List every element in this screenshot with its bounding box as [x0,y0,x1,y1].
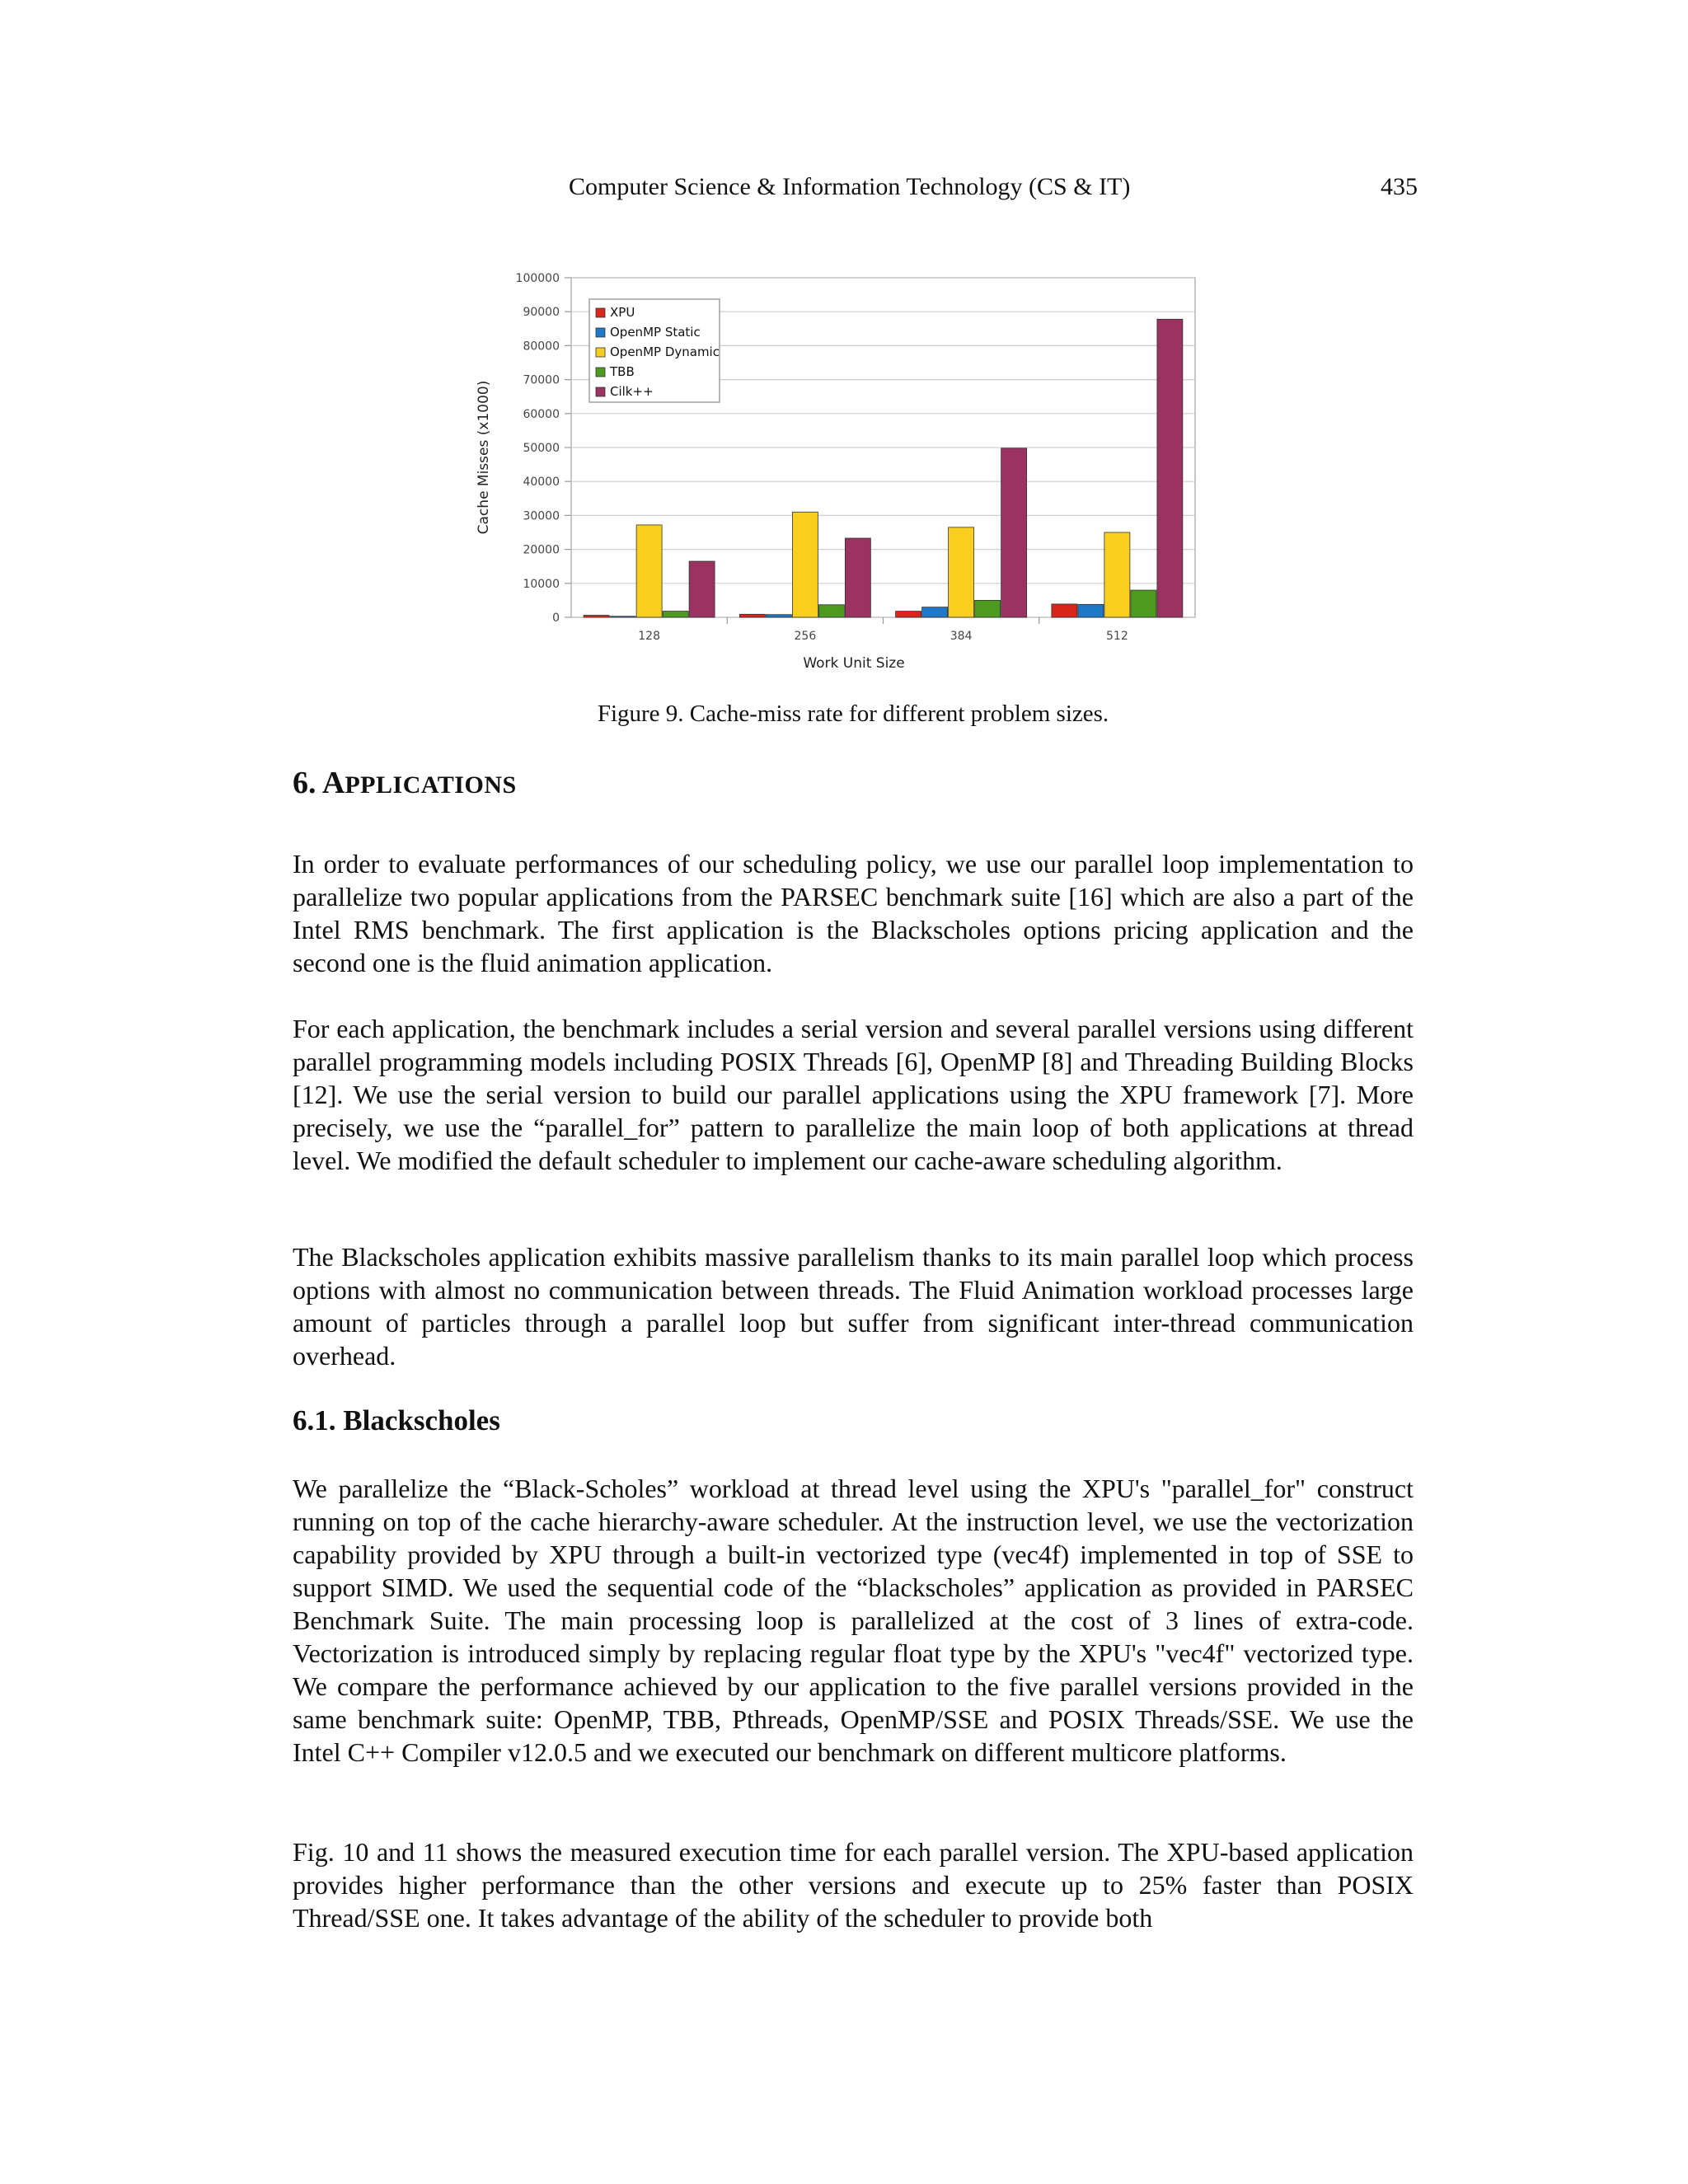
section-heading [293,765,517,801]
section-number: 6. [293,766,322,800]
page-header [569,173,1418,209]
paragraph: The Blackscholes application exhibits massive parallelism thanks to its main parallel loop which process options with almost no communication between threads. The Fluid Animation workload processes large amount of particles through a parallel loop but suffer from significant inter-thread communication overhead. [293,1242,1414,1371]
paragraph: For each application, the benchmark includes a serial version and several parallel versions using different parallel programming models including POSIX Threads [6], OpenMP [8] and Threading Building Blocks [12]. We use the serial version to build our parallel applications using the XPU framework [7]. More precisely, we use the “parallel_for” pattern to parallelize the main loop of both applications at thread level. We modified the default scheduler to implement our cache-aware scheduling algorithm. [293,1014,1414,1175]
cache-miss-chart [462,264,1203,676]
figure-caption: Figure 9. Cache-miss rate for different problem sizes. [597,701,1109,727]
bar-openmp-dynamic-384 [949,527,974,617]
bar-tbb-256 [818,605,844,617]
legend-swatch [596,328,605,337]
y-tick-label: 70000 [523,373,560,387]
x-tick-label: 128 [638,630,660,643]
paragraph: We parallelize the “Black-Scholes” workload at thread level using the XPU's "parallel_for" construct running on top of the cache hierarchy-aware scheduler. At the instruction level, we use the vectorization capability provided by XPU through a built-in vectorized type (vec4f) implemented in top of SSE to support SIMD. We used the sequential code of the “blackscholes” application as provided in PARSEC Benchmark Suite. The main processing loop is parallelized at the cost of 3 lines of extra-code. Vectorization is introduced simply by replacing regular float type by the XPU's "vec4f" vectorized type. We compare the performance achieved by our application to the five parallel versions provided in the same benchmark suite: OpenMP, TBB, Pthreads, OpenMP/SSE and POSIX Threads/SSE. We use the Intel C++ Compiler v12.0.5 and we executed our benchmark on different multicore platforms. [293,1474,1414,1767]
y-axis-label: Cache Misses (x1000) [476,380,492,535]
y-tick-label: 10000 [523,577,560,591]
bar-openmp-dynamic-512 [1104,532,1130,617]
bar-cilk--128 [689,561,715,617]
y-axis-ticks [516,272,571,625]
y-tick-label: 50000 [523,442,560,455]
bar-openmp-dynamic-128 [636,525,662,617]
y-tick-label: 60000 [523,407,560,421]
bar-tbb-384 [975,600,1001,617]
bar-xpu-128 [584,616,609,617]
y-tick-label: 30000 [523,509,560,523]
bar-xpu-512 [1052,604,1077,617]
x-tick-label: 256 [794,630,817,643]
bar-xpu-384 [896,612,921,617]
paragraph: In order to evaluate performances of our scheduling policy, we use our parallel loop implementation to parallelize two popular applications from the PARSEC benchmark suite [16] which are also a part of the Intel RMS benchmark. The first application is the Blackscholes options pricing application and the second one is the fluid animation application. [293,849,1414,977]
x-tick-label: 512 [1106,630,1128,643]
legend-label: Cilk++ [610,384,654,399]
page-number: 435 [1381,173,1418,200]
chart-legend [589,299,720,402]
y-tick-label: 20000 [523,543,560,557]
bar-cilk--256 [845,538,870,617]
y-tick-label: 0 [552,612,560,625]
legend-swatch [596,308,605,317]
x-axis-label: Work Unit Size [803,655,905,672]
y-tick-label: 80000 [523,340,560,354]
x-tick-label: 384 [950,630,973,643]
bar-cilk--512 [1157,319,1183,617]
bar-cilk--384 [1001,448,1027,617]
bar-tbb-128 [663,612,688,617]
bar-openmp-dynamic-256 [792,512,818,617]
legend-swatch [596,348,605,357]
legend-label: OpenMP Dynamic [610,344,720,359]
bar-openmp-static-384 [922,607,948,617]
legend-label: XPU [610,305,635,320]
x-axis-ticks [638,617,1128,643]
bar-openmp-static-512 [1078,604,1104,617]
bar-openmp-static-128 [610,616,635,617]
section-title-rest: PPLICATIONS [345,771,517,799]
paragraph: Fig. 10 and 11 shows the measured execution time for each parallel version. The XPU-based application provides higher performance than the other versions and execute up to 25% faster than POSIX Thread/SSE one. It takes advantage of the ability of the scheduler to provide both [293,1837,1414,1933]
bar-xpu-256 [739,614,765,617]
legend-swatch [596,387,605,396]
section-title-initial: A [321,766,345,800]
legend-label: TBB [610,364,635,379]
running-title: Computer Science & Information Technology (CS & IT) [569,173,1131,200]
legend-label: OpenMP Static [610,325,701,340]
bar-tbb-512 [1131,590,1156,617]
y-tick-label: 40000 [523,476,560,490]
subsection-heading: 6.1. Blackscholes [293,1404,500,1436]
bar-openmp-static-256 [766,615,791,617]
y-tick-label: 100000 [515,272,560,285]
legend-swatch [596,368,605,377]
y-tick-label: 90000 [523,306,560,320]
